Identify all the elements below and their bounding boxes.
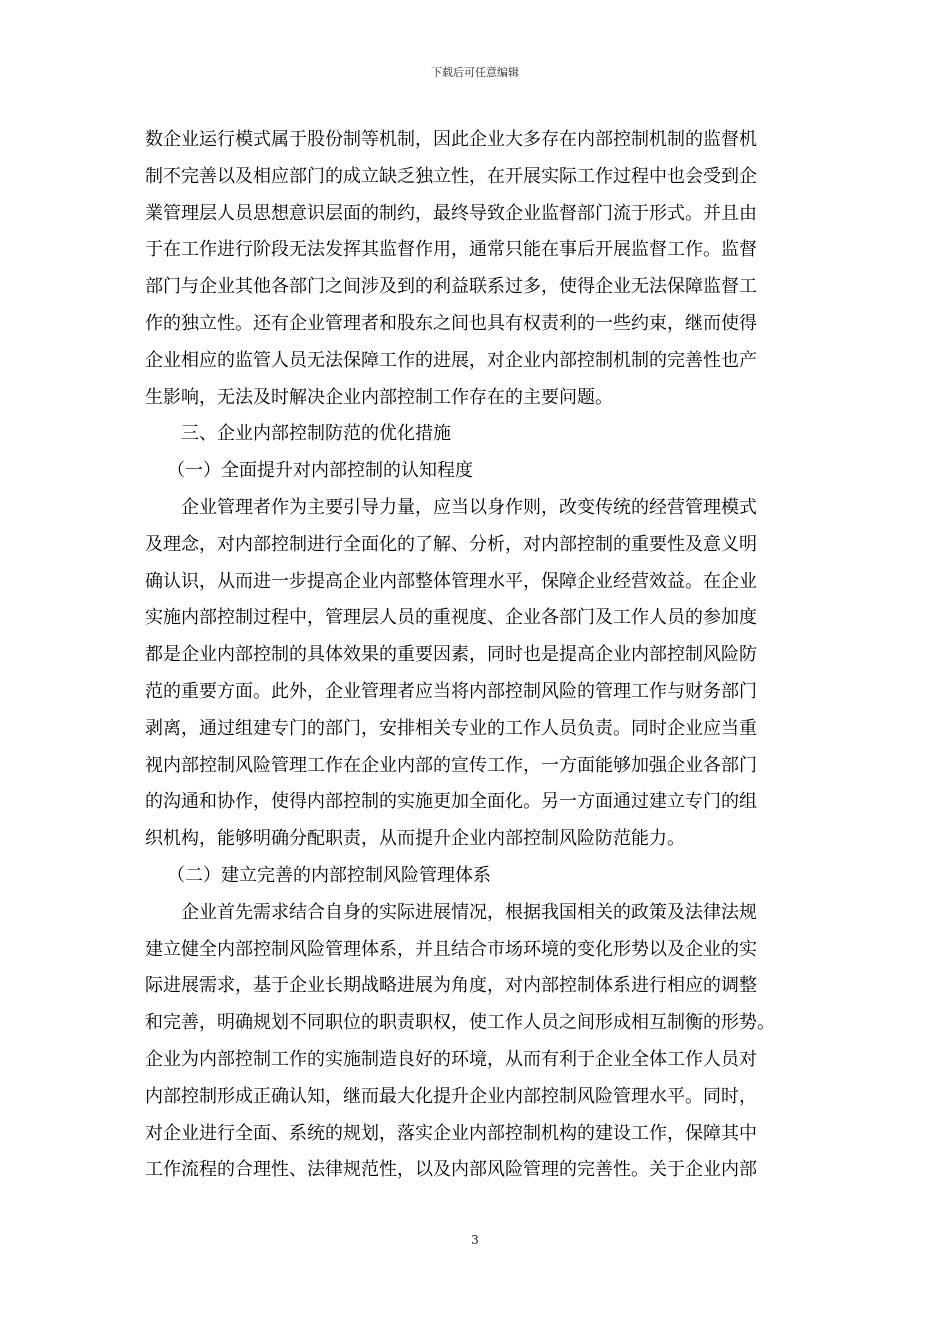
paragraph-line: 制不完善以及相应部门的成立缺乏独立性，在开展实际工作过程中也会受到企 [145, 165, 757, 187]
paragraph-line: 内部控制形成正确认知，继而最大化提升企业内部控制风险管理水平。同时， [145, 1085, 757, 1107]
paragraph-line: 确认识，从而进一步提高企业内部整体管理水平，保障企业经营效益。在企业 [145, 570, 757, 592]
paragraph-line: 及理念，对内部控制进行全面化的了解、分析，对内部控制的重要性及意义明 [145, 533, 757, 555]
paragraph-line: 对企业进行全面、系统的规划，落实企业内部控制机构的建设工作，保障其中 [145, 1122, 757, 1144]
paragraph-line: 企业为内部控制工作的实施制造良好的环境，从而有利于企业全体工作人员对 [145, 1048, 757, 1070]
paragraph-line: 生影响，无法及时解决企业内部控制工作存在的主要问题。 [145, 386, 613, 408]
paragraph-line: 于在工作进行阶段无法发挥其监督作用，通常只能在事后开展监督工作。监督 [145, 239, 757, 261]
paragraph-line: 作的独立性。还有企业管理者和股东之间也具有权责利的一些约束，继而使得 [145, 312, 757, 334]
paragraph-line: 织机构，能够明确分配职责，从而提升企业内部控制风险防范能力。 [145, 828, 685, 850]
paragraph-line: 企业管理者作为主要引导力量，应当以身作则，改变传统的经营管理模式 [181, 496, 757, 518]
paragraph-line: 际进展需求，基于企业长期战略进展为角度，对内部控制体系进行相应的调整 [145, 975, 757, 997]
subsection-heading: （一）全面提升对内部控制的认知程度 [167, 460, 473, 482]
paragraph-line: 数企业运行模式属于股份制等机制，因此企业大多存在内部控制机制的监督机 [145, 129, 757, 150]
paragraph-line: 企业相应的监管人员无法保障工作的进展，对企业内部控制机制的完善性也产 [145, 349, 757, 371]
paragraph-line: 和完善，明确规划不同职位的职责职权，使工作人员之间形成相互制衡的形势。 [145, 1012, 775, 1034]
section-heading: 三、企业内部控制防范的优化措施 [181, 423, 451, 445]
page-number: 3 [471, 1233, 479, 1247]
paragraph-line: 的沟通和协作，使得内部控制的实施更加全面化。另一方面通过建立专门的组 [145, 791, 757, 813]
paragraph-line: 企业首先需求结合自身的实际进展情况，根据我国相关的政策及法律法规 [181, 901, 757, 923]
document-body [145, 122, 807, 1189]
paragraph-line: 工作流程的合理性、法律规范性，以及内部风险管理的完善性。关于企业内部 [145, 1159, 757, 1181]
paragraph-line: 范的重要方面。此外，企业管理者应当将内部控制风险的管理工作与财务部门 [145, 680, 757, 702]
paragraph-line: 都是企业内部控制的具体效果的重要因素，同时也是提高企业内部控制风险防 [145, 644, 757, 666]
page-header: 下载后可任意编辑 [431, 66, 519, 79]
paragraph-line: 剥离，通过组建专门的部门，安排相关专业的工作人员负责。同时企业应当重 [145, 717, 757, 739]
subsection-heading: （二）建立完善的内部控制风险管理体系 [167, 864, 491, 886]
paragraph-line: 建立健全内部控制风险管理体系，并且结合市场环境的变化形势以及企业的实 [145, 938, 757, 960]
paragraph-line: 视内部控制风险管理工作在企业内部的宣传工作，一方面能够加强企业各部门 [145, 754, 757, 776]
paragraph-line: 实施内部控制过程中，管理层人员的重视度、企业各部门及工作人员的参加度 [145, 607, 757, 629]
paragraph-line: 部门与企业其他各部门之间涉及到的利益联系过多，使得企业无法保障监督工 [145, 276, 757, 298]
paragraph-line: 業管理层人员思想意识层面的制约，最终导致企业监督部门流于形式。并且由 [145, 202, 757, 224]
